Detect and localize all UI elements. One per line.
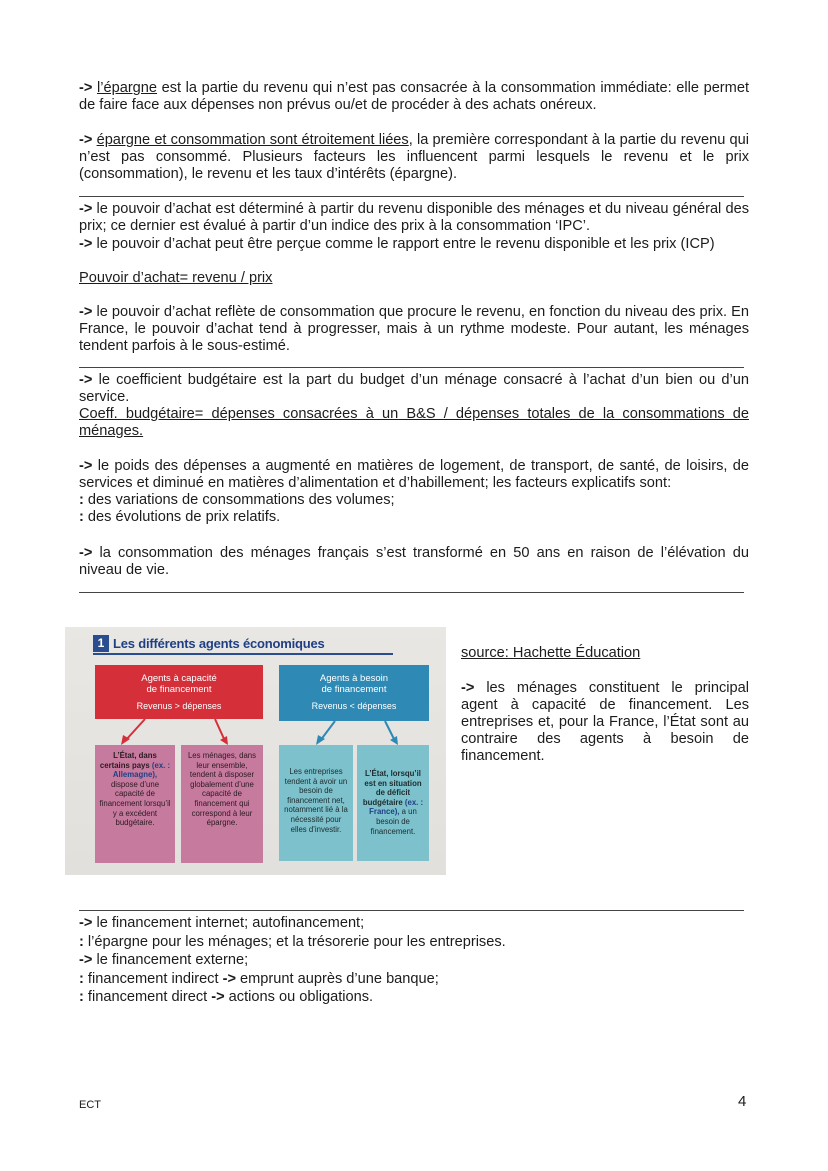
card-menages: Les ménages, dans leur ensemble, tendent à disposer globalement d’une capacité de financement qui correspond à leur épargne.	[181, 745, 263, 863]
formula-coefficient-budgetaire: Coeff. budgétaire= dépenses consacrées à un B&S / dépenses totales de la consommations de ménages.	[79, 406, 749, 439]
box-besoin-financement: Agents à besoin de financement Revenus < dépenses	[279, 665, 429, 721]
formula-pouvoir-achat: Pouvoir d’achat= revenu / prix	[79, 270, 273, 286]
box-capacite-financement: Agents à capacité de financement Revenus > dépenses	[95, 665, 263, 719]
footer-course-code: ECT	[79, 1099, 101, 1111]
paragraph-pouvoir-achat-reflete: -> le pouvoir d’achat reflète de consommation que procure le revenu, en fonction du niveau des prix. En France, le pouvoir d’achat tend à progresser, mais à un rythme modeste. Pour autant, les ménages tendent parfois à le sous-estimé.	[79, 304, 749, 354]
page-number: 4	[738, 1093, 747, 1110]
list-item: : financement direct -> actions ou obligations.	[79, 989, 374, 1006]
financing-list	[79, 914, 749, 1007]
card-entreprises: Les entreprises tendent à avoir un besoin de financement net, notamment lié à la nécessité pour elles d’investir.	[279, 745, 353, 861]
term-epargne: l’épargne	[96, 80, 158, 96]
divider	[79, 367, 744, 368]
card-etat-capacite: L’État, dans certains pays (ex. : Allemagne), dispose d’une capacité de financement lorsqu’il y a excédent budgétaire.	[95, 745, 175, 863]
divider	[79, 910, 744, 911]
paragraph-pouvoir-achat: -> le pouvoir d’achat est déterminé à partir du revenu disponible des ménages et du niveau général des prix; ce dernier est évalué à partir d’un indice des prix à la consommation ‘IPC’.	[79, 201, 749, 234]
figure-number: 1	[93, 635, 109, 652]
paragraph-pouvoir-achat-rapport: -> le pouvoir d’achat peut être perçue comme le rapport entre le revenu disponible et les prix (ICP)	[79, 236, 715, 252]
figure-agents-economiques	[65, 627, 446, 875]
paragraph-epargne: -> l’épargne est la partie du revenu qui n’est pas consacrée à la consommation immédiate: elle permet de faire face aux dépenses non prévus ou/et de procéder à des achats onéreux.	[79, 80, 749, 113]
divider	[79, 196, 744, 197]
paragraph-epargne-consommation: -> épargne et consommation sont étroitement liées, la première correspondant à la partie du revenu qui n’est pas consommé. Plusieurs facteurs les influencent parmi lesquels le revenu et le prix (consommation), le revenu et les taux d’intérêts (épargne).	[79, 132, 749, 182]
list-item: : l’épargne pour les ménages; et la trésorerie pour les entreprises.	[79, 933, 506, 950]
paragraph-coefficient-budgetaire: -> le coefficient budgétaire est la part du budget d’un ménage consacré à l’achat d’un bien ou d’un service.	[79, 372, 749, 405]
paragraph-poids-depenses: -> le poids des dépenses a augmenté en matières de logement, de transport, de santé, de loisirs, de services et diminué en matières d’alimentation et d’habillement; les facteurs explicatifs sont: : des variations de consommations des volumes; : des évolutions de prix relatifs.	[79, 458, 749, 525]
source-label: source: Hachette Éducation	[461, 645, 641, 661]
list-item: -> le financement externe;	[79, 952, 249, 969]
source-comment: -> les ménages constituent le principal agent à capacité de financement. Les entreprises et, pour la France, l’État sont au contraire des agents à besoin de financement.	[461, 680, 749, 764]
list-item: -> le financement internet; autofinancement;	[79, 915, 365, 931]
figure-source-block	[461, 645, 749, 765]
figure-title: Les différents agents économiques	[113, 635, 325, 651]
term-epargne-consommation: épargne et consommation sont étroitement liées	[96, 132, 409, 148]
divider	[79, 592, 744, 593]
paragraph-consommation-menages: -> la consommation des ménages français s’est transformé en 50 ans en raison de l’élévation du niveau de vie.	[79, 545, 749, 578]
list-item: : financement indirect -> emprunt auprès d’une banque;	[79, 970, 439, 987]
card-etat-besoin: L’État, lorsqu’il est en situation de déficit budgétaire (ex. : France), a un besoin de financement.	[357, 745, 429, 861]
